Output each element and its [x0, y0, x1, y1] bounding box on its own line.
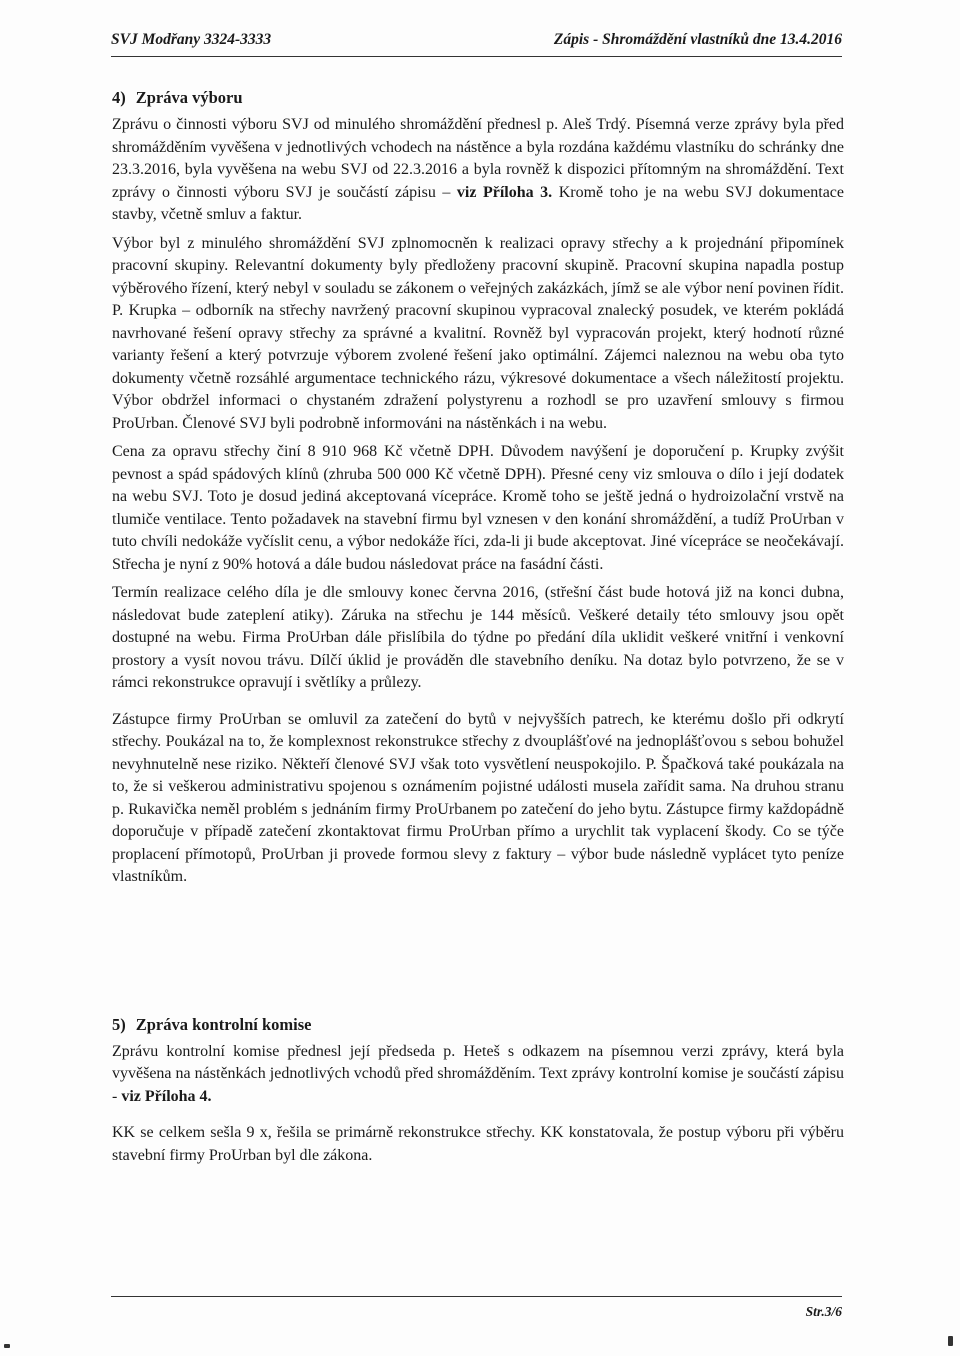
section-5-title: Zpráva kontrolní komise [135, 1014, 312, 1034]
header-left: SVJ Modřany 3324-3333 [111, 31, 272, 48]
page-number: Str.3/6 [805, 1304, 842, 1319]
section-4-paragraph-3: Cena za opravu střechy činí 8 910 968 Kč včetně DPH. Důvodem navýšení je doporučení p. Krupky zvýšit pevnost a spád spádových klínů (zhruba 500 000 Kč včetně DPH). Přesné ceny viz smlouva o dílo i její dodatek na webu SVJ. Toto je dosud jediná akceptovaná vícepráce. Kromě toho se ještě jedná o hydroizolační vrstvě na tlumiče ventilace. Tento požadavek na stavební firmu byl vznesen v den konání shromáždění, a tudíž ProUrban v tuto chvíli nedokáže vyčíslit cenu, a výbor nedokáže říci, zda-li ji bude akceptovat. Jiné vícepráce se neočekávají. Střecha je nyní z 90% hotová a dále budou následovat práce na fasádní části. [112, 443, 844, 573]
page-header [111, 24, 842, 57]
section-4-p1-text-b: Kromě toho je na webu SVJ dokumentace stavby, včetně smluv a faktur. [112, 183, 845, 223]
section-4-paragraph-2: Výbor byl z minulého shromáždění SVJ zplnomocněn k realizaci opravy střechy a k projednání připomínek pracovní skupiny. Relevantní dokumenty byly předloženy pracovní skupině. Pracovní skupina napadla postup výběrového řízení, který nebyl v souladu se zákonem o veřejných zakázkách, jímž se ale výbor není povinen řídit. P. Krupka – odborník na střechy navržený pracovní skupinou vypracoval znalecký posudek, ve kterém pokládá navrhované řešení opravy střechy za správné a kvalitní. Rovněž byl vypracován projekt, který hodnotí různé varianty řešení a který potvrzuje výborem zvolené řešení jako optimální. Zájemci naleznou na webu oba tyto dokumenty včetně rozsáhlé argumentace technického rázu, výkresové dokumentace a všech náležitostí projektu. Výbor obdržel informaci o chystaném zdražení polystyrenu a rozhodl se pro uzavření smlouvy s firmou ProUrban. Členové SVJ byli podrobně informováni na nástěnkách i na webu. [112, 234, 844, 432]
section-4-attachment-ref: viz Příloha 3. [456, 183, 553, 201]
section-4-paragraph-1 [112, 114, 844, 227]
section-5-attachment-ref: viz Příloha 4. [121, 1087, 212, 1105]
section-4-p1-text-a: Zprávu o činnosti výboru SVJ od minulého shromáždění přednesl p. Aleš Trdý. Písemná verze zprávy byla před shromážděním vyvěšena v jednotlivých vchodech na nástěnce a byla rozdána každému vlastníku do schránky dne 23.3.2016, byla vyvěšena na webu SVJ od 22.3.2016 a byla rovněž k dispozici přítomným na shromáždění. Text zprávy o činnosti výboru SVJ je součástí zápisu – [112, 116, 844, 201]
section-5-heading [112, 1013, 844, 1037]
section-5-p1-text: Zprávu kontrolní komise přednesl její předseda p. Heteš s odkazem na písemnou verzi zprávy, která byla vyvěšena na nástěnkách jednotlivých vchodů před shromážděním. Text zprávy kontrolní komise je součástí zápisu - [112, 1042, 844, 1105]
section-4-heading [112, 86, 844, 110]
footer-divider [111, 1296, 842, 1297]
section-5-paragraph-1 [112, 1041, 844, 1109]
section-4-paragraph-4: Termín realizace celého díla je dle smlouvy konec června 2016, (střešní část bude hotová již na konci dubna, následovat bude zateplení atiky). Záruka na střechu je 144 měsíců. Veškeré detaily této smlouvy jsou opět dostupné na webu. Firma ProUrban dále přislíbila do týdne po předání díla uklidit veškeré vnitřní i venkovní prostory a vysít novou trávu. Dílčí úklid je prováděn dle stavebního deníku. Na dotaz bylo potvrzeno, že se v rámci rekonstrukce opravují i světlíky a průlezy. [112, 584, 844, 691]
section-5-number: 5) [112, 1014, 126, 1034]
scan-speck [4, 1344, 10, 1348]
section-4-number: 4) [112, 88, 126, 107]
scan-speck [948, 1336, 953, 1346]
document-body [112, 86, 844, 1173]
section-spacer [112, 895, 844, 1013]
header-right: Zápis - Shromáždění vlastníků dne 13.4.2016 [553, 31, 842, 48]
section-5-paragraph-2: KK se celkem sešla 9 x, řešila se primárně rekonstrukce střechy. KK konstatovala, že postup výboru při výběru stavební firmy ProUrban byl dle zákona. [112, 1124, 844, 1164]
section-4-title: Zpráva výboru [135, 88, 243, 107]
section-4-paragraph-5: Zástupce firmy ProUrban se omluvil za zatečení do bytů v nejvyšších patrech, ke kterému došlo při odkrytí střechy. Poukázal na to, že komplexnost rekonstrukce střechy z dvouplášťové na jednoplášťovou s sebou bohužel nevyhnutelně nese riziko. Někteří členové SVJ však toto vysvětlení neuspokojilo. P. Špačková také poukázala na to, že si veškerou administrativu spojenou s oznámením pojistné události musela zařídit sama. Na druhou stranu p. Rukavička neměl problém s jednáním firmy ProUrbanem po zatečení do jeho bytu. Zástupce firmy každopádně doporučuje v případě zatečení zkontaktovat firmu ProUrban přímo a urychlit tak vyplacení škody. Co se týče proplacení přímotopů, ProUrban ji provede formou slevy z faktury – výbor bude následně vyplácet tyto peníze vlastníkům. [112, 710, 844, 885]
